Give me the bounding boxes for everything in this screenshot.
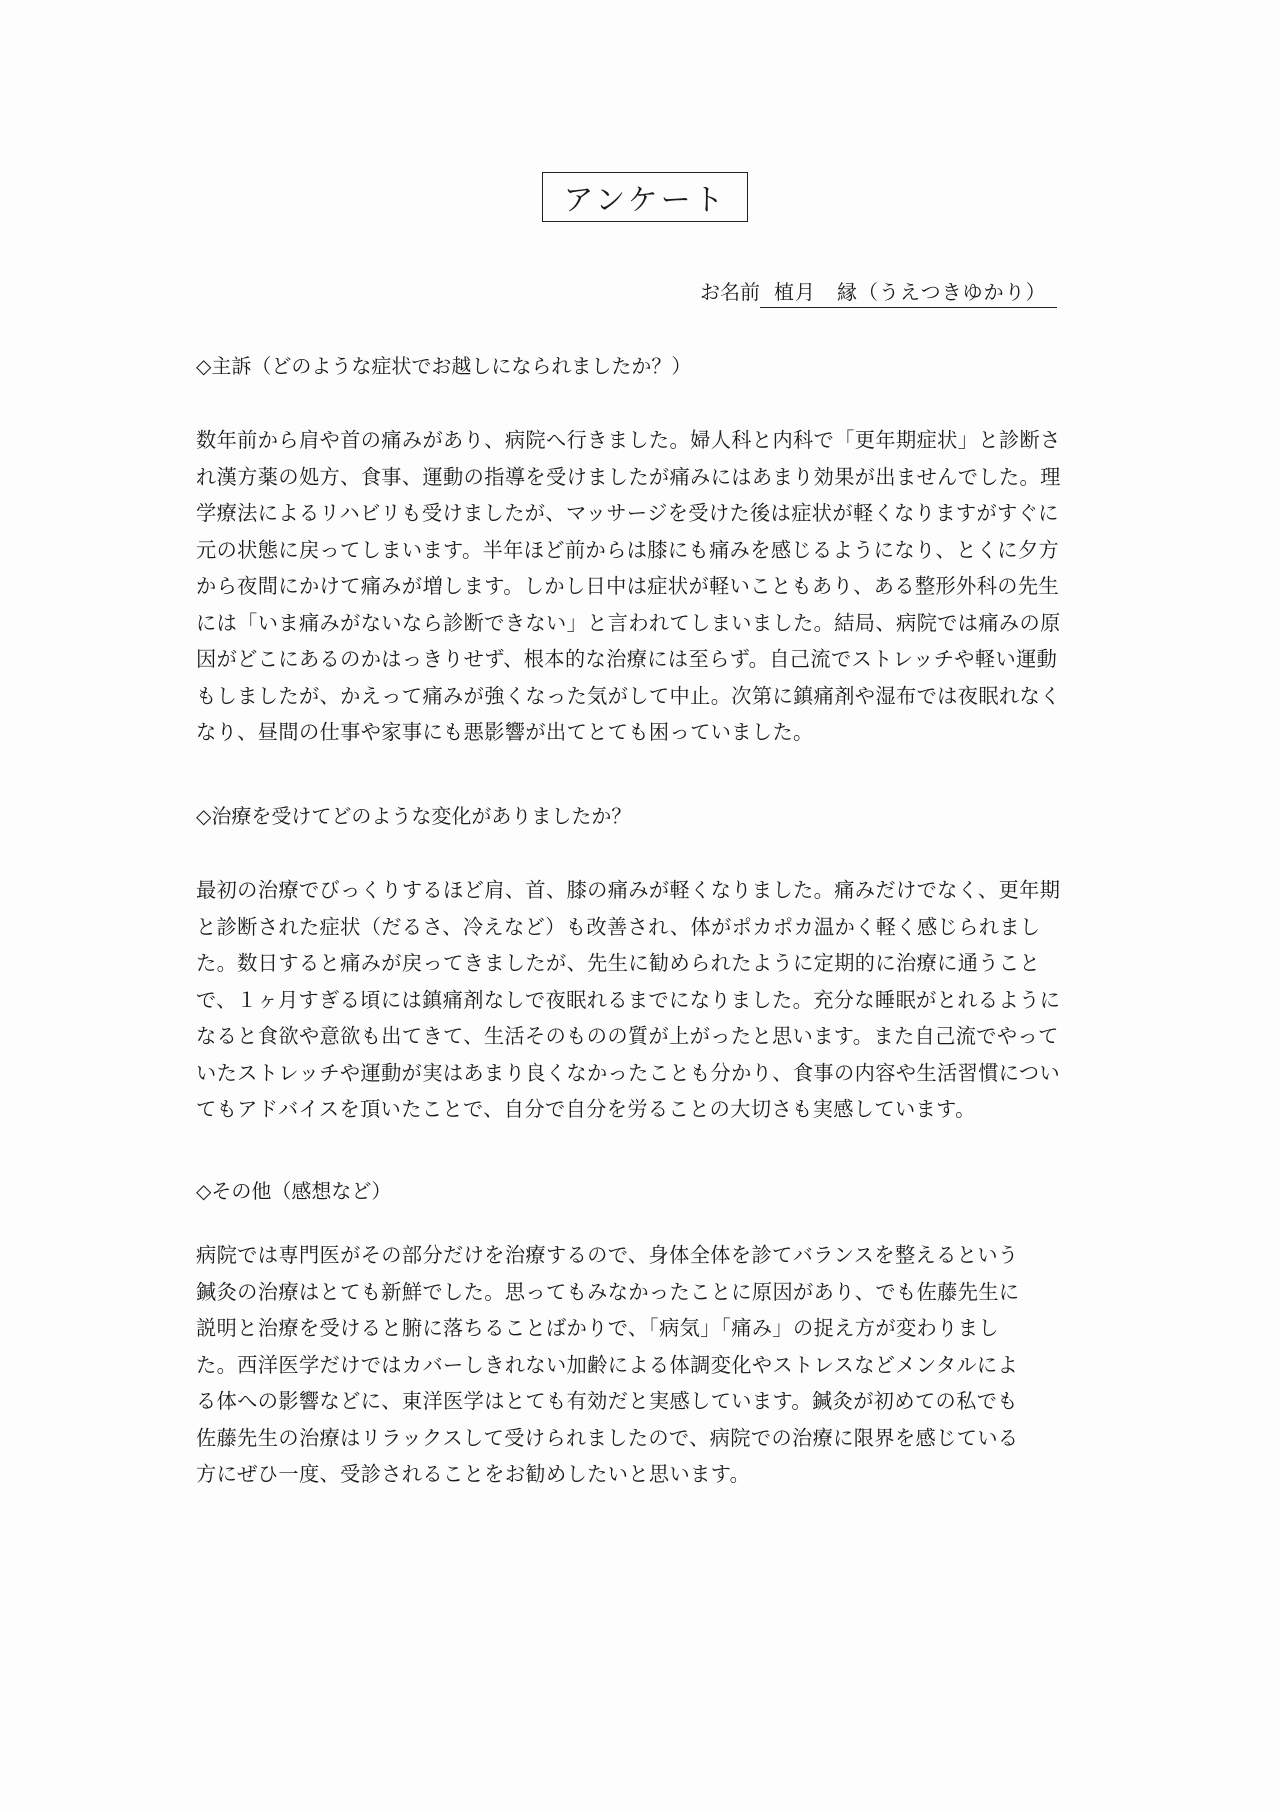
paragraph-line: 元の状態に戻ってしまいます。半年ほど前からは膝にも痛みを感じるようになり、とくに夕方 bbox=[196, 537, 1060, 562]
paragraph-line: 学療法によるリハビリも受けましたが、マッサージを受けた後は症状が軽くなりますがすぐに bbox=[196, 501, 1059, 525]
paragraph-line: いたストレッチや運動が実はあまり良くなかったことも分かり、食事の内容や生活習慣につい bbox=[196, 1060, 1061, 1085]
paragraph-line: れ漢方薬の処方、食事、運動の指導を受けましたが痛みにはあまり効果が出ませんでした。理 bbox=[196, 464, 1061, 489]
section-heading-treatment-changes: ◇治療を受けてどのような変化がありましたか？ bbox=[196, 804, 632, 828]
name-value: 植月 縁（うえつきゆかり） bbox=[760, 276, 1057, 308]
paragraph-line: から夜間にかけて痛みが増します。しかし日中は症状が軽いこともあり、ある整形外科の先生 bbox=[196, 574, 1060, 598]
paragraph-line: 最初の治療でびっくりするほど肩、首、膝の痛みが軽くなりました。痛みだけでなく、更年期 bbox=[196, 878, 1061, 902]
paragraph-line: た。西洋医学だけではカバーしきれない加齢による体調変化やストレスなどメンタルによ bbox=[196, 1352, 1019, 1377]
paragraph-line: 説明と治療を受けると腑に落ちることばかりで、「病気」「痛み」の捉え方が変わりまし bbox=[196, 1316, 999, 1340]
paragraph-line: る体への影響などに、東洋医学はとても有効だと実感しています。鍼灸が初めての私でも bbox=[196, 1389, 1018, 1413]
name-field bbox=[700, 276, 1080, 306]
paragraph-line: 鍼灸の治療はとても新鮮でした。思ってもみなかったことに原因があり、でも佐藤先生に bbox=[196, 1279, 1020, 1304]
paragraph-line: 佐藤先生の治療はリラックスして受けられましたので、病院での治療に限界を感じている bbox=[196, 1425, 1019, 1450]
paragraph-line: 病院では専門医がその部分だけを治療するので、身体全体を診てバランスを整えるという bbox=[196, 1243, 1019, 1267]
paragraph-line: と診断された症状（だるさ、冷えなど）も改善され、体がポカポカ温かく軽く感じられまし bbox=[196, 914, 1041, 939]
paragraph-line: 方にぜひ一度、受診されることをお勧めしたいと思います。 bbox=[196, 1462, 751, 1486]
paragraph-line: なると食欲や意欲も出てきて、生活そのものの質が上がったと思います。また自己流でやって bbox=[196, 1024, 1059, 1048]
paragraph-line: もしましたが、かえって痛みが強くなった気がして中止。次第に鎮痛剤や湿布では夜眠れなく bbox=[196, 683, 1061, 708]
section-heading-chief-complaint: ◇主訴（どのような症状でお越しになられましたか？） bbox=[196, 354, 692, 378]
paragraph-line: 数年前から肩や首の痛みがあり、病院へ行きました。婦人科と内科で「更年期症状」と診断さ bbox=[196, 428, 1061, 452]
paragraph-line: 因がどこにあるのかはっきりせず、根本的な治療には至らず。自己流でストレッチや軽い運動 bbox=[196, 647, 1058, 671]
paragraph-line: で、１ヶ月すぎる頃には鎮痛剤なしで夜眠れるまでになりました。充分な睡眠がとれるように bbox=[196, 987, 1061, 1012]
paragraph-line: には「いま痛みがないなら診断できない」と言われてしまいました。結局、病院では痛みの原 bbox=[196, 610, 1061, 635]
section-body-other bbox=[196, 1237, 1084, 1493]
section-body-chief-complaint bbox=[196, 422, 1084, 751]
paragraph-line: なり、昼間の仕事や家事にも悪影響が出てとても困っていました。 bbox=[196, 720, 814, 744]
paragraph-line: てもアドバイスを頂いたことで、自分で自分を労ることの大切さも実感しています。 bbox=[196, 1097, 976, 1121]
name-label: お名前 bbox=[700, 280, 760, 304]
section-heading-other: ◇その他（感想など） bbox=[196, 1179, 392, 1203]
paragraph-line: た。数日すると痛みが戻ってきましたが、先生に勧められたように定期的に治療に通うこと bbox=[196, 951, 1041, 975]
section-body-treatment-changes bbox=[196, 872, 1084, 1128]
page-title: アンケート bbox=[542, 172, 748, 222]
